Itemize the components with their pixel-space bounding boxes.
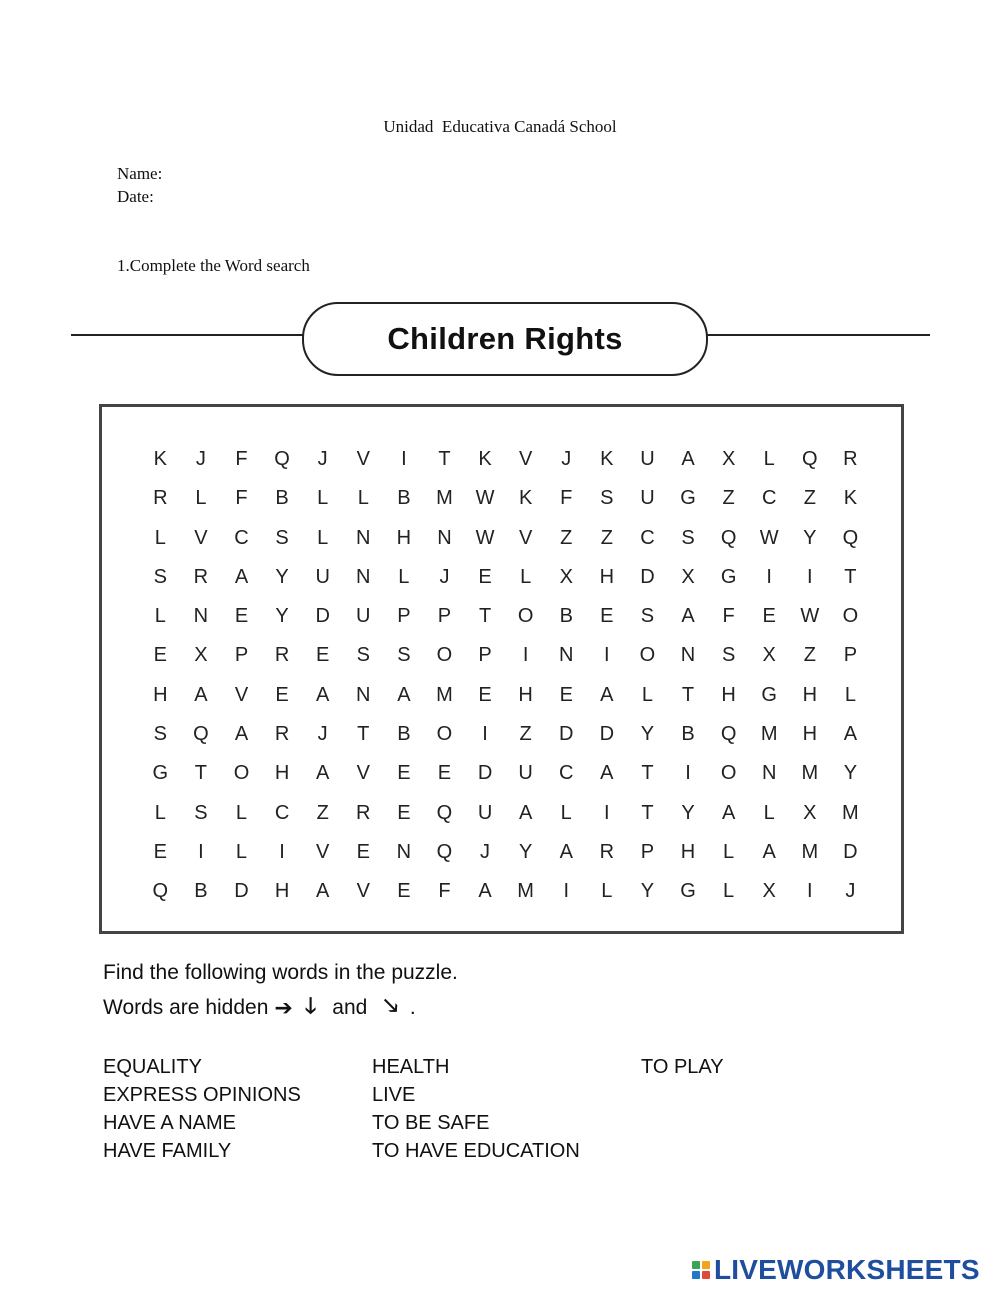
grid-letter: J xyxy=(480,840,491,863)
grid-letter: L xyxy=(560,801,572,824)
grid-letter: R xyxy=(599,840,615,863)
grid-letter: N xyxy=(680,644,696,667)
grid-letter: L xyxy=(601,880,613,903)
grid-letter: K xyxy=(843,487,858,510)
grid-letter: Q xyxy=(436,801,453,824)
grid-letter: G xyxy=(152,762,169,785)
grid-letter: E xyxy=(397,801,411,824)
word-list-item: HAVE FAMILY xyxy=(103,1140,232,1162)
grid-letter: X xyxy=(559,565,573,588)
date-label: Date: xyxy=(117,187,154,206)
grid-letter: Y xyxy=(275,565,289,588)
grid-letter: Y xyxy=(640,880,655,903)
grid-letter: A xyxy=(681,448,695,470)
hidden-prefix: Words are hidden xyxy=(103,996,269,1019)
grid-letter: O xyxy=(842,605,859,628)
grid-letter: P xyxy=(437,605,452,628)
grid-letter: L xyxy=(154,526,166,549)
grid-letter: D xyxy=(843,840,858,863)
grid-letter: O xyxy=(436,723,453,746)
grid-letter: A xyxy=(600,683,614,706)
grid-letter: A xyxy=(600,762,614,785)
logo-mark-square xyxy=(692,1271,700,1279)
grid-letter: S xyxy=(640,605,655,628)
grid-letter: O xyxy=(720,762,737,785)
grid-letter: A xyxy=(397,683,411,706)
grid-letter: E xyxy=(397,880,411,903)
grid-letter: N xyxy=(559,644,574,667)
grid-letter: U xyxy=(518,762,533,785)
grid-letter: S xyxy=(681,526,695,549)
grid-letter: Z xyxy=(560,526,573,549)
grid-letter: E xyxy=(478,683,492,706)
grid-letter: H xyxy=(274,880,290,903)
grid-letter: F xyxy=(235,487,248,510)
grid-letter: U xyxy=(640,448,655,470)
grid-letter: B xyxy=(397,487,411,510)
grid-letter: U xyxy=(640,487,655,510)
grid-letter: L xyxy=(723,840,735,863)
grid-letter: V xyxy=(234,683,249,706)
grid-letter: Y xyxy=(803,526,817,549)
grid-letter: I xyxy=(522,644,529,667)
grid-letter: E xyxy=(600,605,614,628)
grid-letter: I xyxy=(807,880,813,903)
word-list-item: TO BE SAFE xyxy=(372,1112,490,1134)
grid-letter: M xyxy=(517,880,534,903)
grid-letter: A xyxy=(559,840,573,863)
grid-letter: I xyxy=(766,565,772,588)
grid-letter: Q xyxy=(274,448,290,470)
grid-letter: R xyxy=(274,723,290,746)
grid-letter: E xyxy=(559,683,573,706)
banner-right-rule xyxy=(702,334,930,336)
grid-letter: G xyxy=(720,565,737,588)
grid-letter: Q xyxy=(842,526,859,549)
grid-letter: T xyxy=(357,723,370,746)
grid-letter: L xyxy=(235,840,248,863)
grid-letter: Y xyxy=(843,762,858,785)
grid-letter: T xyxy=(478,605,492,628)
word-list-column-1 xyxy=(103,1053,301,1165)
grid-letter: I xyxy=(482,723,488,746)
grid-letter: E xyxy=(437,762,452,785)
grid-letter: L xyxy=(641,683,653,706)
grid-letter: M xyxy=(842,801,859,824)
grid-letter: I xyxy=(807,565,813,588)
name-label: Name: xyxy=(117,164,163,183)
grid-letter: Y xyxy=(681,801,695,824)
grid-letter: R xyxy=(153,487,168,510)
instruction-text: 1.Complete the Word search xyxy=(117,256,310,275)
grid-letter: F xyxy=(560,487,573,510)
grid-letter: S xyxy=(397,644,411,667)
logo-mark-square xyxy=(702,1261,710,1269)
grid-letter: T xyxy=(844,565,857,588)
grid-letter: H xyxy=(396,526,412,549)
grid-letter: Q xyxy=(193,723,209,746)
grid-letter: A xyxy=(762,840,776,863)
grid-letter: M xyxy=(436,487,453,510)
grid-letter: C xyxy=(640,526,655,549)
grid-letter: E xyxy=(356,840,370,863)
grid-letter: X xyxy=(681,565,695,588)
grid-letter: R xyxy=(356,801,371,824)
grid-letter: O xyxy=(233,762,250,785)
grid-letter: X xyxy=(762,880,776,903)
grid-letter: F xyxy=(438,880,451,903)
grid-letter: Y xyxy=(518,840,533,863)
grid-letter: I xyxy=(604,801,610,824)
grid-letter: A xyxy=(234,565,249,588)
school-name: Unidad Educativa Canadá School xyxy=(383,117,617,136)
grid-letter: A xyxy=(234,723,249,746)
grid-letter: P xyxy=(640,840,655,863)
liveworksheets-logo xyxy=(692,1254,980,1286)
word-list-item: LIVE xyxy=(372,1084,416,1106)
grid-letter: H xyxy=(153,683,168,706)
grid-letter: N xyxy=(193,605,209,628)
grid-letter: L xyxy=(520,565,532,588)
grid-letter: L xyxy=(154,801,166,824)
grid-letter: X xyxy=(194,644,208,667)
grid-letter: V xyxy=(356,880,370,903)
grid-letter: D xyxy=(234,880,249,903)
grid-letter: L xyxy=(763,801,775,824)
grid-letter: N xyxy=(761,762,777,785)
grid-letter: J xyxy=(845,880,856,903)
grid-letter: E xyxy=(275,683,289,706)
grid-letter: B xyxy=(275,487,289,510)
grid-letter: L xyxy=(154,605,166,628)
direction-line xyxy=(103,989,416,1027)
period-text: . xyxy=(409,996,416,1019)
grid-letter: E xyxy=(234,605,249,628)
grid-letter: A xyxy=(194,683,208,706)
grid-letter: O xyxy=(436,644,453,667)
word-list-item: HAVE A NAME xyxy=(103,1112,237,1134)
grid-letter: B xyxy=(194,880,208,903)
logo-mark-square xyxy=(692,1261,700,1269)
grid-letter: E xyxy=(153,644,167,667)
grid-letter: V xyxy=(518,526,533,549)
word-search-grid xyxy=(140,440,871,912)
grid-letter: S xyxy=(153,723,167,746)
grid-letter: L xyxy=(317,487,329,510)
grid-letter: C xyxy=(761,487,777,510)
grid-letter: R xyxy=(843,448,858,470)
down-arrow-icon: 🡓 xyxy=(304,993,317,1018)
grid-letter: O xyxy=(639,644,656,667)
grid-letter: L xyxy=(317,526,329,549)
grid-letter: Z xyxy=(519,723,532,746)
grid-letter: T xyxy=(438,448,451,470)
grid-letter: D xyxy=(477,762,493,785)
grid-letter: S xyxy=(194,801,208,824)
grid-letter: B xyxy=(397,723,411,746)
grid-letter: C xyxy=(234,526,249,549)
grid-letter: A xyxy=(843,723,858,746)
grid-letter: B xyxy=(559,605,573,628)
word-list-item: EXPRESS OPINIONS xyxy=(103,1084,301,1106)
grid-letter: G xyxy=(680,880,696,903)
logo-text: LIVEWORKSHEETS xyxy=(714,1254,980,1285)
grid-letter: Q xyxy=(152,880,169,903)
grid-letter: I xyxy=(563,880,570,903)
grid-letter: L xyxy=(763,448,775,470)
find-instruction: Find the following words in the puzzle. xyxy=(103,961,458,984)
grid-letter: V xyxy=(356,762,370,785)
grid-letter: H xyxy=(802,683,818,706)
grid-letter: R xyxy=(274,644,290,667)
grid-letter: Q xyxy=(436,840,453,863)
grid-letter: H xyxy=(680,840,696,863)
grid-letter: O xyxy=(517,605,534,628)
grid-letter: R xyxy=(193,565,209,588)
banner xyxy=(302,302,708,376)
grid-letter: L xyxy=(357,487,369,510)
grid-letter: K xyxy=(478,448,492,470)
grid-letter: A xyxy=(681,605,695,628)
grid-letter: Y xyxy=(275,605,289,628)
logo-mark-icon xyxy=(692,1261,710,1279)
grid-letter: M xyxy=(760,723,778,746)
grid-letter: V xyxy=(316,840,330,863)
grid-letter: N xyxy=(356,526,371,549)
logo-mark-square xyxy=(702,1271,710,1279)
word-list-item: EQUALITY xyxy=(103,1056,202,1078)
grid-letter: I xyxy=(401,448,407,470)
grid-letter: N xyxy=(356,683,371,706)
grid-letter: K xyxy=(518,487,533,510)
grid-letter: B xyxy=(681,723,695,746)
banner-left-rule xyxy=(71,334,304,336)
grid-letter: I xyxy=(685,762,691,785)
grid-letter: W xyxy=(475,526,495,549)
grid-letter: S xyxy=(153,565,167,588)
grid-letter: E xyxy=(316,644,330,667)
grid-letter: H xyxy=(518,683,533,706)
grid-letter: U xyxy=(315,565,330,588)
grid-letter: T xyxy=(641,801,654,824)
grid-letter: M xyxy=(801,762,819,785)
grid-letter: T xyxy=(641,762,654,785)
grid-letter: I xyxy=(279,840,285,863)
grid-letter: C xyxy=(274,801,290,824)
grid-letter: H xyxy=(802,723,818,746)
grid-letter: X xyxy=(803,801,817,824)
grid-letter: C xyxy=(559,762,574,785)
right-arrow-icon: ➔ xyxy=(274,995,293,1020)
grid-letter: N xyxy=(437,526,452,549)
grid-letter: E xyxy=(478,565,492,588)
grid-letter: A xyxy=(316,683,330,706)
grid-letter: I xyxy=(604,644,610,667)
grid-letter: Z xyxy=(722,487,735,510)
grid-letter: A xyxy=(316,880,330,903)
grid-letter: A xyxy=(518,801,533,824)
grid-letter: D xyxy=(559,723,574,746)
grid-letter: D xyxy=(315,605,330,628)
grid-letter: S xyxy=(356,644,370,667)
grid-letter: I xyxy=(198,840,204,863)
grid-letter: A xyxy=(721,801,736,824)
grid-letter: F xyxy=(235,448,248,470)
grid-letter: T xyxy=(681,683,695,706)
grid-letter: T xyxy=(194,762,207,785)
grid-letter: D xyxy=(640,565,655,588)
grid-letter: J xyxy=(317,723,328,746)
grid-letter: Q xyxy=(720,526,737,549)
grid-letter: E xyxy=(762,605,776,628)
grid-letter: F xyxy=(722,605,735,628)
grid-letter: P xyxy=(234,644,249,667)
word-list-item: TO PLAY xyxy=(641,1056,724,1078)
grid-letter: H xyxy=(599,565,615,588)
grid-letter: Q xyxy=(720,723,737,746)
grid-letter: S xyxy=(600,487,614,510)
grid-letter: G xyxy=(761,683,777,706)
grid-letter: Q xyxy=(802,448,818,470)
grid-letter: V xyxy=(194,526,208,549)
grid-letter: Z xyxy=(316,801,329,824)
grid-letter: Z xyxy=(803,644,816,667)
and-text: and xyxy=(332,996,368,1019)
grid-letter: U xyxy=(477,801,493,824)
grid-letter: V xyxy=(356,448,370,470)
grid-letter: N xyxy=(356,565,371,588)
grid-letter: W xyxy=(800,605,820,628)
grid-letter: Z xyxy=(600,526,613,549)
banner-title: Children Rights xyxy=(387,321,623,356)
grid-letter: S xyxy=(721,644,736,667)
grid-letter: U xyxy=(356,605,371,628)
grid-letter: A xyxy=(478,880,492,903)
grid-letter: Y xyxy=(640,723,655,746)
grid-letter: S xyxy=(275,526,289,549)
word-list-item: TO HAVE EDUCATION xyxy=(372,1140,580,1162)
grid-letter: M xyxy=(801,840,819,863)
word-list-item: HEALTH xyxy=(372,1056,450,1078)
grid-letter: X xyxy=(762,644,776,667)
grid-letter: K xyxy=(600,448,614,470)
grid-letter: M xyxy=(436,683,453,706)
grid-letter: G xyxy=(680,487,696,510)
grid-letter: V xyxy=(518,448,533,470)
grid-letter: P xyxy=(478,644,492,667)
grid-letter: N xyxy=(396,840,412,863)
grid-letter: K xyxy=(153,448,167,470)
grid-letter: J xyxy=(195,448,206,470)
word-list-column-3 xyxy=(641,1053,724,1081)
grid-letter: P xyxy=(843,644,858,667)
word-list-column-2 xyxy=(372,1053,580,1165)
grid-letter: P xyxy=(397,605,411,628)
grid-letter: H xyxy=(274,762,290,785)
grid-letter: W xyxy=(475,487,495,510)
grid-letter: L xyxy=(398,565,410,588)
diagonal-down-right-arrow-icon: 🡖 xyxy=(383,993,398,1018)
grid-letter: L xyxy=(844,683,856,706)
grid-letter: D xyxy=(599,723,615,746)
grid-letter: A xyxy=(316,762,330,785)
grid-letter: J xyxy=(561,448,572,470)
grid-letter: L xyxy=(235,801,248,824)
grid-letter: W xyxy=(759,526,779,549)
grid-letter: X xyxy=(721,448,736,470)
grid-letter: L xyxy=(723,880,735,903)
grid-letter: J xyxy=(317,448,328,470)
grid-letter: L xyxy=(195,487,207,510)
grid-letter: E xyxy=(153,840,167,863)
grid-letter: H xyxy=(721,683,736,706)
grid-letter: Z xyxy=(803,487,816,510)
grid-letter: J xyxy=(439,565,450,588)
grid-letter: E xyxy=(397,762,411,785)
